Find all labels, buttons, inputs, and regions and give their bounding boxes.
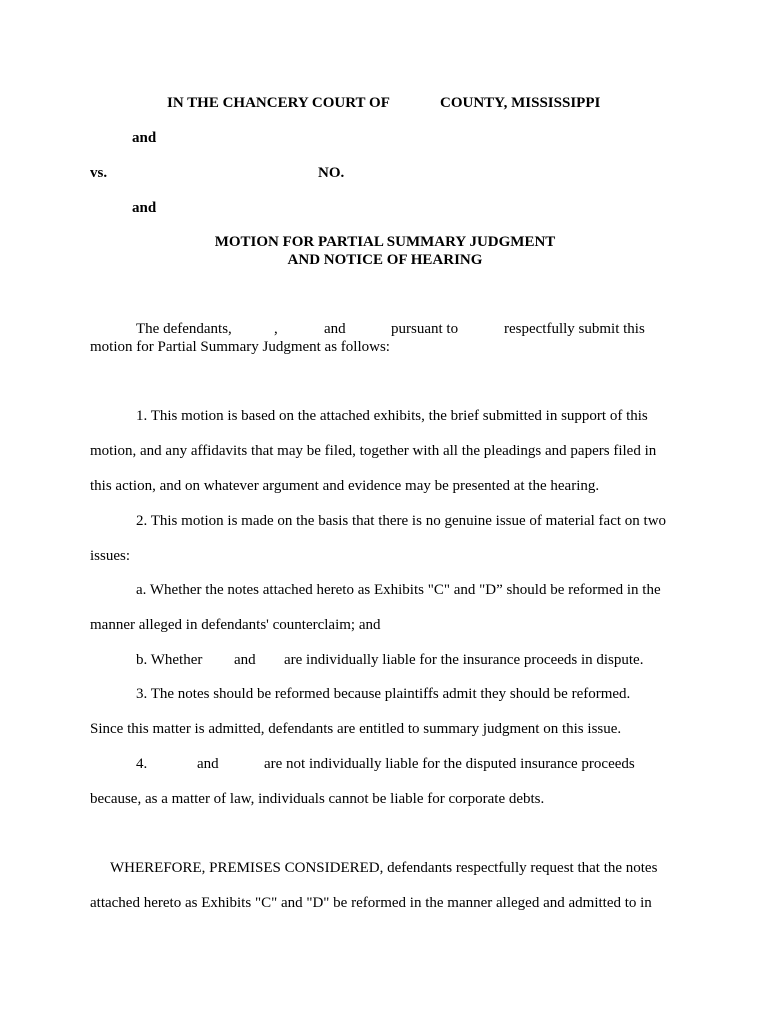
motion-title-line1: MOTION FOR PARTIAL SUMMARY JUDGMENT (214, 234, 556, 250)
caption-vs: vs. (90, 165, 108, 181)
intro-respectfully: respectfully submit this (504, 321, 645, 337)
para4-line2: because, as a matter of law, individuals cannot be liable for corporate debts. (90, 791, 545, 807)
para1-line2: motion, and any affidavits that may be filed, together with all the pleadings and papers filed in (90, 443, 657, 459)
intro-and: and (324, 321, 346, 337)
para2-line1: 2. This motion is made on the basis that there is no genuine issue of material fact on two (136, 513, 667, 529)
para3-line1: 3. The notes should be reformed because plaintiffs admit they should be reformed. (136, 686, 631, 702)
wherefore-line2: attached hereto as Exhibits "C" and "D" be reformed in the manner alleged and admitted to in (90, 895, 652, 911)
caption-case-no: NO. (318, 165, 345, 181)
para4-rest: are not individually liable for the disputed insurance proceeds (264, 756, 635, 772)
intro-line2: motion for Partial Summary Judgment as follows: (90, 339, 390, 355)
intro-pursuant: pursuant to (391, 321, 459, 337)
para4-and: and (197, 756, 219, 772)
para4-number: 4. (136, 756, 148, 772)
caption-and-2: and (132, 200, 157, 216)
intro-defendants: The defendants, (136, 321, 232, 337)
para1-line3: this action, and on whatever argument and evidence may be presented at the hearing. (90, 478, 600, 494)
para-b-whether: b. Whether (136, 652, 203, 668)
para-a-line2: manner alleged in defendants' counterclaim; and (90, 617, 381, 633)
para3-line2: Since this matter is admitted, defendants are entitled to summary judgment on this issue. (90, 721, 622, 737)
court-heading-left: IN THE CHANCERY COURT OF (167, 95, 390, 111)
intro-comma: , (274, 321, 278, 337)
caption-and-1: and (132, 130, 157, 146)
court-heading-right: COUNTY, MISSISSIPPI (440, 95, 601, 111)
wherefore-line1: WHEREFORE, PREMISES CONSIDERED, defendants respectfully request that the notes (110, 860, 658, 876)
para-b-and: and (234, 652, 256, 668)
para2-line2: issues: (90, 548, 131, 564)
para-a-line1: a. Whether the notes attached hereto as Exhibits "C" and "D” should be reformed in the (136, 582, 661, 598)
motion-title-line2: AND NOTICE OF HEARING (287, 252, 483, 268)
para-b-rest: are individually liable for the insurance proceeds in dispute. (284, 652, 644, 668)
para1-line1: 1. This motion is based on the attached exhibits, the brief submitted in support of this (136, 408, 648, 424)
